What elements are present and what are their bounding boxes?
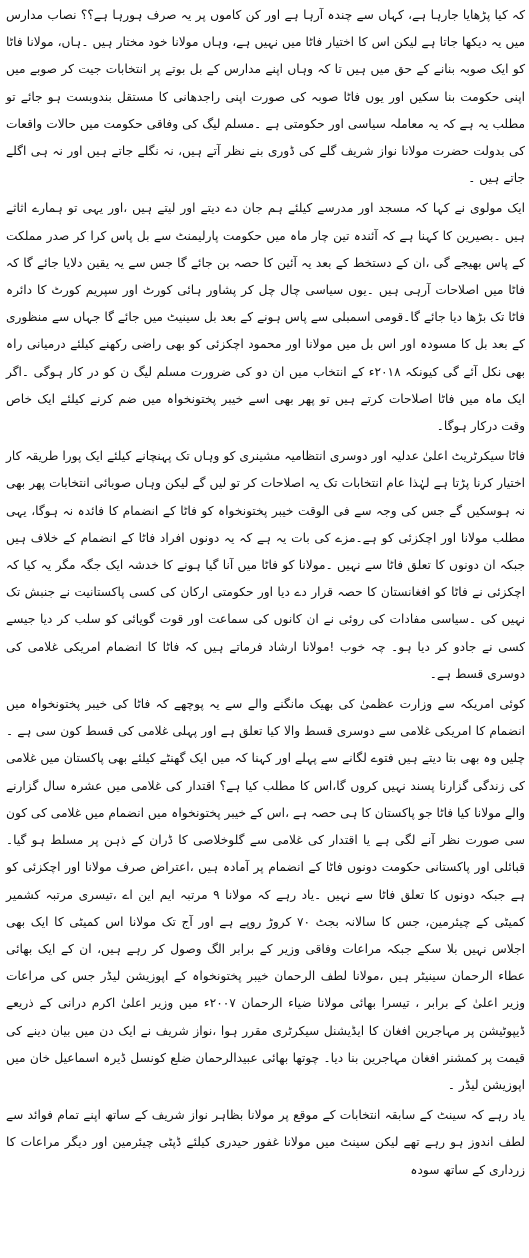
article-paragraph: فاٹا سیکرٹریٹ اعلیٰ عدلیہ اور دوسری انتظامیہ مشینری کو وہاں تک پہنچانے کیلئے ایک پورا طریقہ کار اختیار کرنا پڑتا ہے لہٰذا عام انتخابات تک یہ اصلاحات کر تو لیں گے لیکن وہاں صوبائی انتخابات پھر بھی نہ ہوسکیں گے جس کی وجہ سے فی الوقت خیبر پختونخواہ کو فاٹا کے انضمام کا فائدہ نہ ہوگا، یہی مطلب مولانا اور اچکزئی کو ہے۔مزے کی بات یہ ہے کہ یہ دونوں افراد فاٹا کے انضمام کے خلاف ہیں جبکہ ان دونوں کا تعلق فاٹا سے نہیں ۔مولانا کو فاٹا میں آنا گیا ہونے کا خدشہ ایک جگہ مگر یہ کیا کہ اچکزئی نے فاٹا کو افغانستان کا حصہ قرار دے دیا اور حکومتی ارکان کی کسی پاکستانیت نے جنبش تک نہیں کی ۔سیاسی مفادات کی روئی نے ان کانوں کی سماعت اور قوت گویائی کو سلب کر دیا جیسے کسی نے جادو کر دیا ہو۔ چہ خوب !مولانا ارشاد فرماتے ہیں کہ فاٹا کا انضمام امریکی غلامی کی دوسری قسط ہے۔ bbox=[6, 449, 525, 681]
article-paragraph: کوئی امریکہ سے وزارت عظمیٰ کی بھیک مانگنے والے سے یہ پوچھے کہ فاٹا کی خیبر پختونخواہ میں انضمام کا امریکی غلامی سے دوسری قسط والا کیا تعلق ہے اور پہلی غلامی کی قسط کون سی ہے ۔چلیں وہ بھی بتا دیتے ہیں فتوے لگانے سے پہلے اور کہنا کہ میں ایک گھنٹے کیلئے بھی پاکستان میں غلامی کی زندگی گزارنا پسند نہیں کروں گا،اس کا مطلب کیا ہے؟ اقتدار کی غلامی میں عشرہ سال گزارنے والے مولانا کیا فاٹا جو پاکستان کا ہی حصہ ہے ،اس کے خیبر پختونخواہ میں انضمام میں غلامی کی کون سی صورت نظر آنے لگی ہے یا اقتدار کی غلامی سے گلوخلاصی کا ڈران کے ذہن پر مسلط ہو گیا۔قبائلی اور پاکستانی حکومت دونوں فاٹا کے انضمام پر آمادہ ہیں ،اعتراض صرف مولانا اور اچکزئی کو ہے جبکہ دونوں کا تعلق فاٹا سے نہیں ۔یاد رہے کہ مولانا ۹ مرتبہ ایم این اے ،تیسری مرتبہ کشمیر کمیٹی کے چیئرمین، جس کا سالانہ بجٹ ۷۰ کروڑ روپے ہے اور آج تک مولانا اس کمیٹی کا ایک بھی اجلاس نہیں بلا سکے جبکہ مراعات وفاقی وزیر کے برابر الگ وصول کر رہے ہیں، ان کے ایک بھائی عطاء الرحمان سینیٹر ہیں ،مولانا لطف الرحمان خیبر پختونخواہ کے اپوزیشن لیڈر جس کی مراعات وزیر اعلیٰ کے برابر ، تیسرا بھائی مولانا ضیاء الرحمان ۲۰۰۷ء میں وزیر اعلیٰ اکرم درانی کے ذریعے ڈیپوٹیشن پر مہاجرین افغان کا ایڈیشنل سیکرٹری مقرر ہوا ،نواز شریف نے ایک دن میں بیان دینے کی قیمت پر کمشنر افغان مہاجرین بنا دیا۔ چوتھا بھائی عبیدالرحمان ضلع کونسل ڈیرہ اسماعیل خان میں اپوزیشن لیڈر ۔ bbox=[6, 697, 525, 1092]
article-paragraph: کہ کیا پڑھایا جارہا ہے، کہاں سے چندہ آرہا ہے اور کن کاموں پر یہ صرف ہورہا ہے؟؟ نصاب مدارس میں یہ دیکھا جاتا ہے لیکن اس کا اختیار فاٹا میں نہیں ہے، وہاں مولانا خود مختار ہیں ۔ہاں، مولانا فاٹا کو ایک صوبہ بنانے کے حق میں ہیں تا کہ وہاں اپنے مدارس کے بل بوتے پر انتخابات جیت کر صوبے میں اپنی حکومت بنا سکیں اور یوں فاٹا صوبہ کی صورت اپنی راجدھانی کا مستقل بندوبست ہو جائے تو مطلب یہ ہے کہ یہ معاملہ سیاسی اور حکومتی ہے ۔مسلم لیگ کی وفاقی حکومت میں حالات واقعات کی بدولت حضرت مولانا نواز شریف گلے کی ڈوری بنے نظر آتے ہیں، نہ نگلے جاتے ہیں اور نہ ہی اگلے جاتے ہیں ۔ bbox=[6, 8, 525, 186]
article-paragraph: یاد رہے کہ سینٹ کے سابقہ انتخابات کے موقع پر مولانا بظاہر نواز شریف کے ساتھ اپنے تمام فوائد سے لطف اندوز ہو رہے تھے لیکن سینٹ میں مولانا غفور حیدری کیلئے ڈپٹی چیئرمین اور دیگر مراعات کا زرداری کے ساتھ سودہ bbox=[6, 1108, 525, 1177]
article-paragraph: ایک مولوی نے کہا کہ مسجد اور مدرسے کیلئے ہم جان دے دیتے اور لیتے ہیں ،اور یہی تو ہمارے اثاثے ہیں ۔بصیرین کا کہنا ہے کہ آئندہ تین چار ماہ میں حکومت پارلیمنٹ سے بل پاس کرا کر صدر مملکت کے پاس بھیجے گی ،ان کے دستخط کے بعد یہ آئین کا حصہ بن جائے گا جس سے یہ یقین دلایا جائے گا کہ فاٹا میں اصلاحات آرہی ہیں ۔یوں سیاسی چال چل کر پشاور ہائی کورٹ اور سپریم کورٹ کا دائرہ فاٹا تک بڑھا دیا جائے گا۔قومی اسمبلی سے پاس ہونے کے بعد بل سینیٹ میں جائے گا جہاں سے منظوری کے بعد بل کا مسودہ اور اس بل میں مولانا اور محمود اچکزئی کو بھی راضی رکھنے کیلئے درمیانی راہ بھی نکل آئے گی کیونکہ ۲۰۱۸ء کے انتخاب میں ان دو کی ضرورت مسلم لیگ ن کو در کار ہوگی ۔اگر ایک ماہ میں فاٹا اصلاحات کرتے ہیں تو پھر بھی اسے خیبر پختونخواہ میں ضم کرنے کیلئے ایک خاص وقت درکار ہوگا۔ bbox=[6, 201, 526, 434]
